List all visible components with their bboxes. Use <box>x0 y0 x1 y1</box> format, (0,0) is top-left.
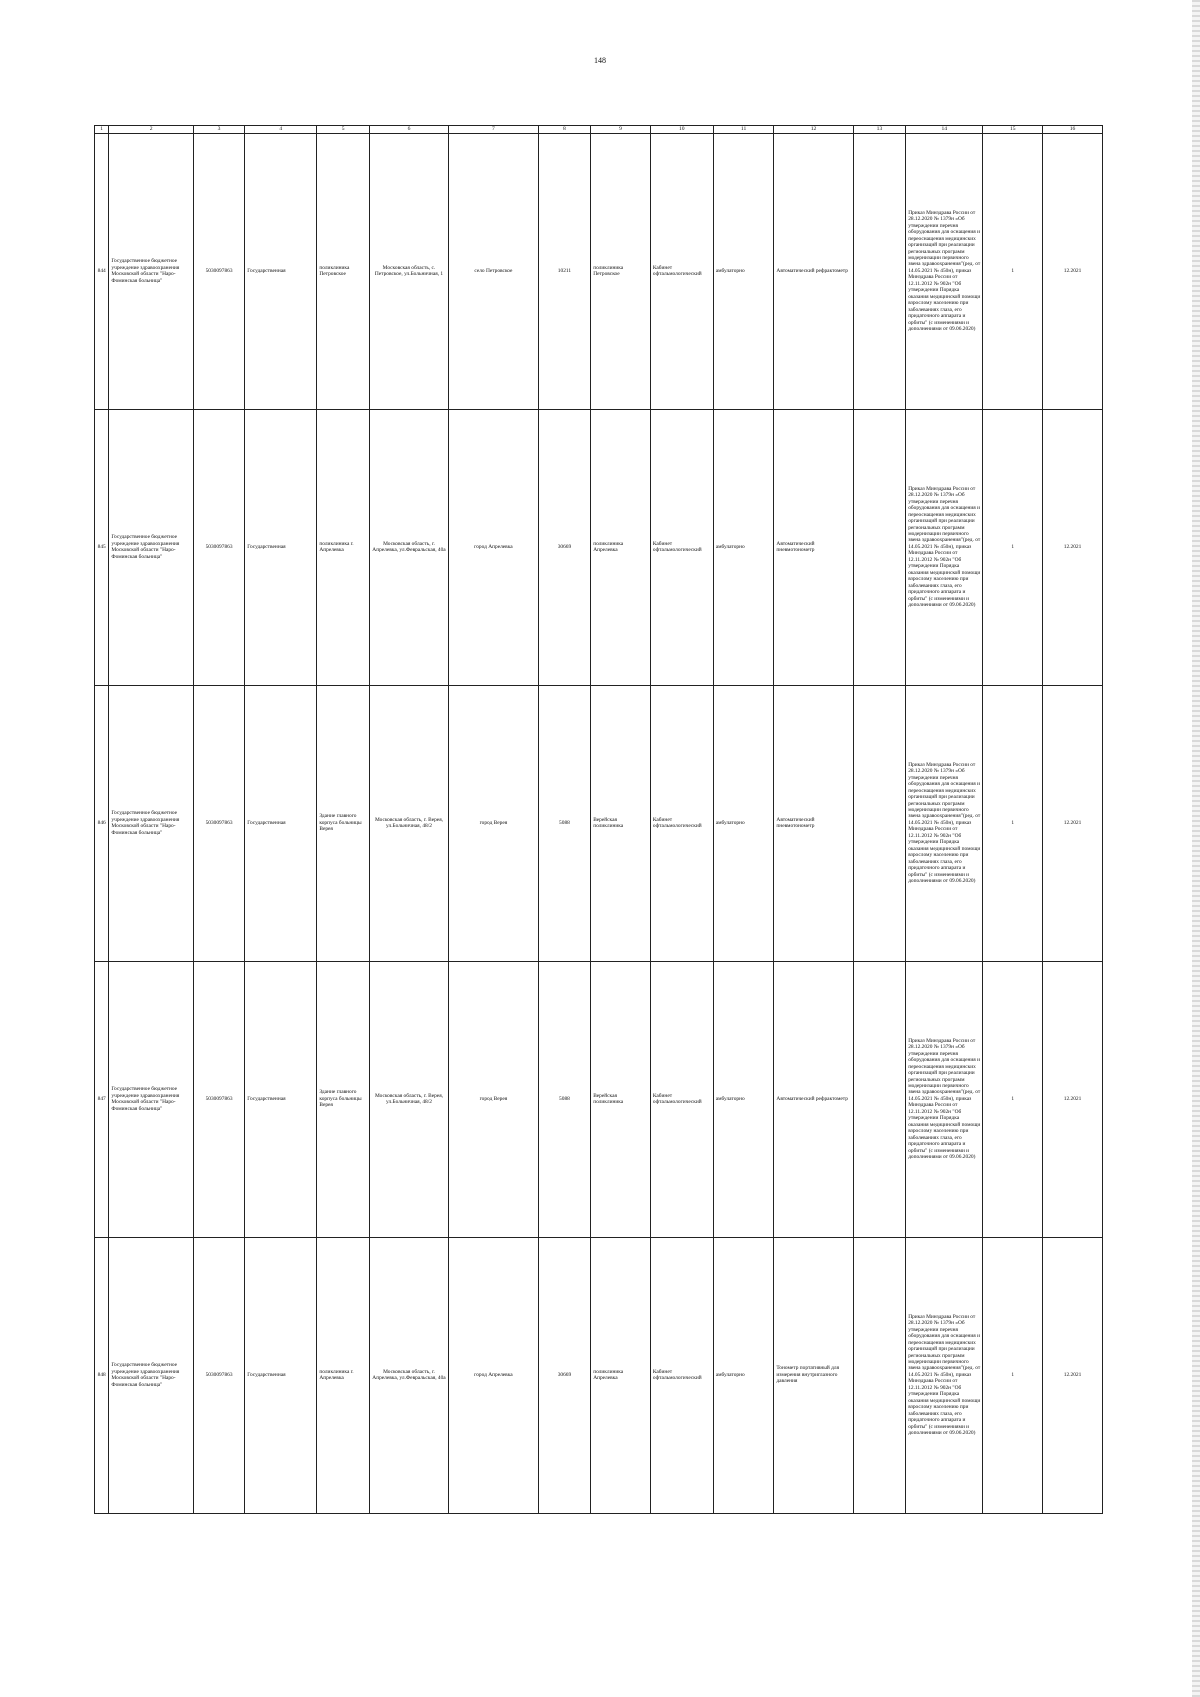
col-header-8: 8 <box>538 126 591 134</box>
col-header-15: 15 <box>983 126 1043 134</box>
row-number: 848 <box>95 1237 109 1513</box>
col-header-14: 14 <box>906 126 983 134</box>
col-header-12: 12 <box>774 126 853 134</box>
table-row <box>95 1237 1103 1513</box>
inn: 5030097863 <box>193 133 244 409</box>
quantity: 1 <box>983 133 1043 409</box>
delivery-date: 12.2021 <box>1043 133 1103 409</box>
col-13-cell <box>853 133 906 409</box>
ownership-form: Государственная <box>245 409 317 685</box>
address: Московская область, с. Петровское, ул.Больничная, 1 <box>369 133 448 409</box>
room-name: Кабинет офтальмологический <box>650 961 713 1237</box>
building-name: Здание главного корпуса больницы Верея <box>317 685 370 961</box>
population: 10211 <box>538 133 591 409</box>
ownership-form: Государственная <box>245 961 317 1237</box>
inn: 5030097863 <box>193 409 244 685</box>
equipment-name: Автоматический рефрактометр <box>774 961 853 1237</box>
legal-basis: Приказ Минздрава России от 28.12.2020 № 1379н «Об утверждении перечня оборудования для оснащения и переоснащения медицинских организаций при реализации региональных программ модернизации первичного звена здравоохранения"(ред. от 14.05.2021 № 450н), приказ Минздрава России от 12.11.2012 № 902н "Об утверждении Порядка оказания медицинской помощи взрослому населению при заболеваниях глаза, его придаточного аппарата и орбиты" (с изменениями и дополнениями от 09.06.2020) <box>906 961 983 1237</box>
locality: город Апрелевка <box>449 1237 539 1513</box>
structural-unit: поликлиника Апрелевка <box>591 409 651 685</box>
building-name: поликлиника г. Апрелевка <box>317 1237 370 1513</box>
care-conditions: амбулаторно <box>713 409 774 685</box>
population: 5088 <box>538 685 591 961</box>
row-number: 847 <box>95 961 109 1237</box>
population: 5088 <box>538 961 591 1237</box>
col-13-cell <box>853 1237 906 1513</box>
delivery-date: 12.2021 <box>1043 961 1103 1237</box>
care-conditions: амбулаторно <box>713 961 774 1237</box>
structural-unit: Верейская поликлиника <box>591 961 651 1237</box>
row-number: 844 <box>95 133 109 409</box>
ownership-form: Государственная <box>245 1237 317 1513</box>
page-number: 148 <box>594 56 606 65</box>
address: Московская область, г. Апрелевка, ул.Февральская, 40а <box>369 409 448 685</box>
col-header-13: 13 <box>853 126 906 134</box>
building-name: Здание главного корпуса больницы Верея <box>317 961 370 1237</box>
table-row <box>95 961 1103 1237</box>
col-header-9: 9 <box>591 126 651 134</box>
equipment-name: Автоматический пневмотонометр <box>774 409 853 685</box>
locality: село Петровское <box>449 133 539 409</box>
address: Московская область, г. Апрелевка, ул.Февральская, 40а <box>369 1237 448 1513</box>
col-header-6: 6 <box>369 126 448 134</box>
organization-name: Государственное бюджетное учреждение здравоохранения Московской области "Наро-Фоминская больница" <box>109 409 193 685</box>
ownership-form: Государственная <box>245 685 317 961</box>
table-row <box>95 685 1103 961</box>
col-header-4: 4 <box>245 126 317 134</box>
col-13-cell <box>853 961 906 1237</box>
delivery-date: 12.2021 <box>1043 409 1103 685</box>
col-header-2: 2 <box>109 126 193 134</box>
room-name: Кабинет офтальмологический <box>650 133 713 409</box>
col-header-10: 10 <box>650 126 713 134</box>
inn: 5030097863 <box>193 1237 244 1513</box>
care-conditions: амбулаторно <box>713 133 774 409</box>
legal-basis: Приказ Минздрава России от 28.12.2020 № 1379н «Об утверждении перечня оборудования для оснащения и переоснащения медицинских организаций при реализации региональных программ модернизации первичного звена здравоохранения"(ред. от 14.05.2021 № 450н), приказ Минздрава России от 12.11.2012 № 902н "Об утверждении Порядка оказания медицинской помощи взрослому населению при заболеваниях глаза, его придаточного аппарата и орбиты" (с изменениями и дополнениями от 09.06.2020) <box>906 133 983 409</box>
legal-basis: Приказ Минздрава России от 28.12.2020 № 1379н «Об утверждении перечня оборудования для оснащения и переоснащения медицинских организаций при реализации региональных программ модернизации первичного звена здравоохранения"(ред. от 14.05.2021 № 450н), приказ Минздрава России от 12.11.2012 № 902н "Об утверждении Порядка оказания медицинской помощи взрослому населению при заболеваниях глаза, его придаточного аппарата и орбиты" (с изменениями и дополнениями от 09.06.2020) <box>906 685 983 961</box>
inn: 5030097863 <box>193 685 244 961</box>
col-header-11: 11 <box>713 126 774 134</box>
building-name: поликлиника Петровское <box>317 133 370 409</box>
building-name: поликлиника г. Апрелевка <box>317 409 370 685</box>
care-conditions: амбулаторно <box>713 685 774 961</box>
room-name: Кабинет офтальмологический <box>650 1237 713 1513</box>
organization-name: Государственное бюджетное учреждение здравоохранения Московской области "Наро-Фоминская больница" <box>109 685 193 961</box>
col-13-cell <box>853 685 906 961</box>
room-name: Кабинет офтальмологический <box>650 409 713 685</box>
organization-name: Государственное бюджетное учреждение здравоохранения Московской области "Наро-Фоминская больница" <box>109 1237 193 1513</box>
equipment-name: Автоматический рефрактометр <box>774 133 853 409</box>
structural-unit: Верейская поликлиника <box>591 685 651 961</box>
care-conditions: амбулаторно <box>713 1237 774 1513</box>
table-row <box>95 409 1103 685</box>
quantity: 1 <box>983 685 1043 961</box>
col-header-7: 7 <box>449 126 539 134</box>
row-number: 845 <box>95 409 109 685</box>
equipment-name: Автоматический пневмотонометр <box>774 685 853 961</box>
locality: город Верея <box>449 685 539 961</box>
inn: 5030097863 <box>193 961 244 1237</box>
address: Московская область, г. Верея, ул.Больничная, 48/2 <box>369 961 448 1237</box>
organization-name: Государственное бюджетное учреждение здравоохранения Московской области "Наро-Фоминская больница" <box>109 133 193 409</box>
delivery-date: 12.2021 <box>1043 685 1103 961</box>
col-13-cell <box>853 409 906 685</box>
ownership-form: Государственная <box>245 133 317 409</box>
quantity: 1 <box>983 961 1043 1237</box>
col-header-5: 5 <box>317 126 370 134</box>
col-header-3: 3 <box>193 126 244 134</box>
locality: город Апрелевка <box>449 409 539 685</box>
room-name: Кабинет офтальмологический <box>650 685 713 961</box>
legal-basis: Приказ Минздрава России от 28.12.2020 № 1379н «Об утверждении перечня оборудования для оснащения и переоснащения медицинских организаций при реализации региональных программ модернизации первичного звена здравоохранения"(ред. от 14.05.2021 № 450н), приказ Минздрава России от 12.11.2012 № 902н "Об утверждении Порядка оказания медицинской помощи взрослому населению при заболеваниях глаза, его придаточного аппарата и орбиты" (с изменениями и дополнениями от 09.06.2020) <box>906 409 983 685</box>
quantity: 1 <box>983 409 1043 685</box>
table-row <box>95 133 1103 409</box>
structural-unit: поликлиника Петровское <box>591 133 651 409</box>
legal-basis: Приказ Минздрава России от 28.12.2020 № 1379н «Об утверждении перечня оборудования для оснащения и переоснащения медицинских организаций при реализации региональных программ модернизации первичного звена здравоохранения"(ред. от 14.05.2021 № 450н), приказ Минздрава России от 12.11.2012 № 902н "Об утверждении Порядка оказания медицинской помощи взрослому населению при заболеваниях глаза, его придаточного аппарата и орбиты" (с изменениями и дополнениями от 09.06.2020) <box>906 1237 983 1513</box>
organization-name: Государственное бюджетное учреждение здравоохранения Московской области "Наро-Фоминская больница" <box>109 961 193 1237</box>
equipment-name: Тонометр портативный для измерения внутриглазного давления <box>774 1237 853 1513</box>
population: 30669 <box>538 1237 591 1513</box>
structural-unit: поликлиника Апрелевка <box>591 1237 651 1513</box>
delivery-date: 12.2021 <box>1043 1237 1103 1513</box>
locality: город Верея <box>449 961 539 1237</box>
row-number: 846 <box>95 685 109 961</box>
population: 30669 <box>538 409 591 685</box>
quantity: 1 <box>983 1237 1043 1513</box>
scan-edge-shadow <box>1192 0 1200 1697</box>
equipment-table <box>94 125 1103 1514</box>
address: Московская область, г. Верея, ул.Больничная, 48/2 <box>369 685 448 961</box>
col-header-16: 16 <box>1043 126 1103 134</box>
column-number-row <box>95 126 1103 134</box>
col-header-1: 1 <box>95 126 109 134</box>
